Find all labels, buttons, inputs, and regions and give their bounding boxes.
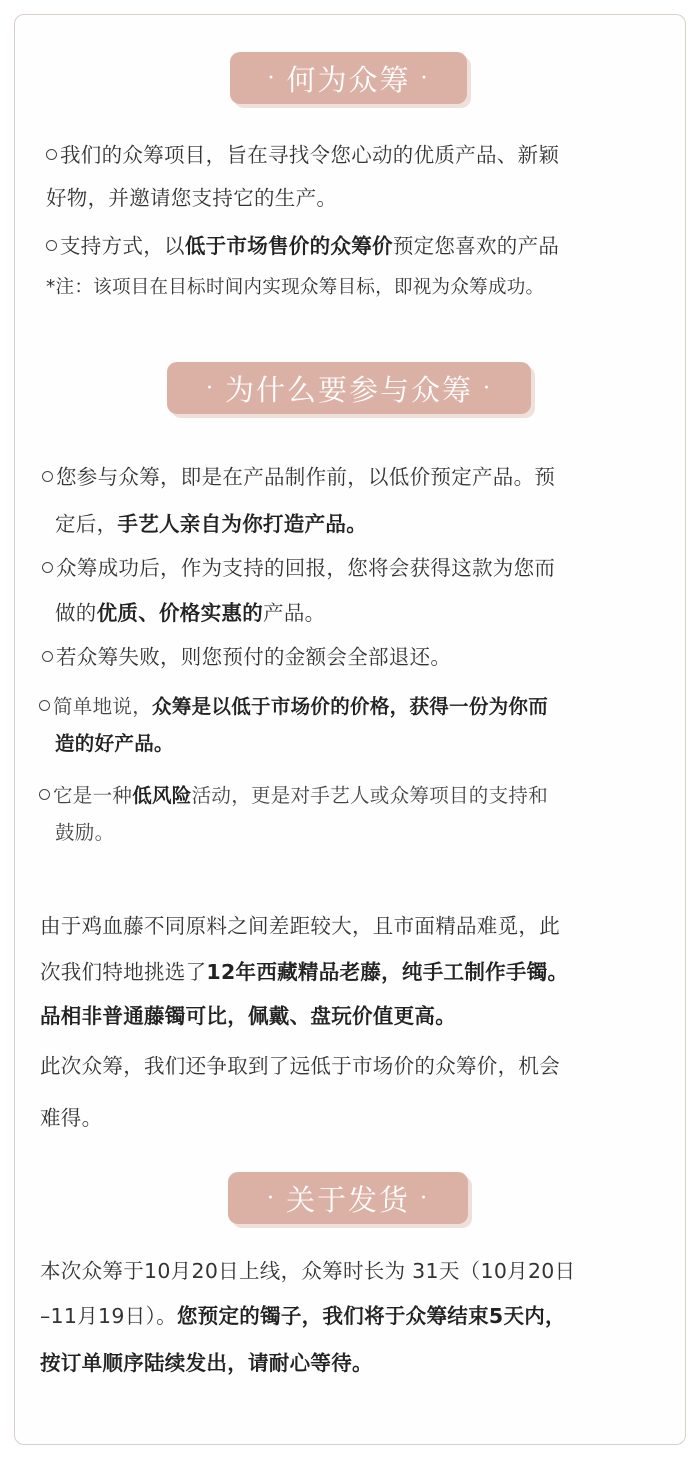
banner-dot: · <box>420 1185 429 1211</box>
list-item-why-5-cont: 鼓励。 <box>55 821 115 844</box>
material-line-4: 此次众筹，我们还争取到了远低于市场价的众筹价，机会 <box>40 1054 560 1078</box>
shipping-line-3: 按订单顺序陆续发出，请耐心等待。 <box>40 1351 373 1375</box>
banner-dot: · <box>483 375 492 401</box>
section-title-why: 为什么要参与众筹 <box>224 372 473 407</box>
shipping-line-1: 本次众筹于10月20日上线，众筹时长为 31天（10月20日 <box>40 1259 576 1283</box>
section-banner-what <box>230 52 467 104</box>
material-line-5: 难得。 <box>40 1106 103 1130</box>
section-title-shipping: 关于发货 <box>285 1182 410 1217</box>
list-item-why-4-cont: 造的好产品。 <box>55 732 174 755</box>
paragraph-what-1-cont: 好物，并邀请您支持它的生产。 <box>46 186 338 210</box>
list-item-why-1: 您参与众筹，即是在产品制作前，以低价预定产品。预 <box>42 460 555 490</box>
shipping-line-2: –11月19日）。您预定的镯子，我们将于众筹结束5天内， <box>40 1304 566 1328</box>
bullet-circle-icon <box>46 240 57 251</box>
paragraph-what-2: 支持方式，以低于市场售价的众筹价预定您喜欢的产品 <box>46 229 559 259</box>
section-title-what: 何为众筹 <box>286 62 411 97</box>
material-line-3: 品相非普通藤镯可比，佩戴、盘玩价值更高。 <box>40 1004 456 1028</box>
note-text: *注：该项目在目标时间内实现众筹目标，即视为众筹成功。 <box>46 277 545 298</box>
bullet-circle-icon <box>39 700 50 711</box>
material-line-1: 由于鸡血藤不同原料之间差距较大，且市面精品难觅，此 <box>40 914 560 938</box>
section-banner-why <box>167 362 531 414</box>
paragraph-what-1: 我们的众筹项目，旨在寻找令您心动的优质产品、新颖 <box>46 138 559 168</box>
bullet-circle-icon <box>42 651 53 662</box>
bullet-circle-icon <box>46 149 57 160</box>
banner-dot: · <box>267 65 277 91</box>
banner-dot: · <box>266 1185 276 1211</box>
banner-dot: · <box>420 65 430 91</box>
list-item-why-4: 简单地说，众筹是以低于市场价的价格，获得一份为你而 <box>39 691 548 719</box>
list-item-why-3: 若众筹失败，则您预付的金额会全部退还。 <box>42 640 451 670</box>
material-line-2: 次我们特地挑选了12年西藏精品老藤，纯手工制作手镯。 <box>40 960 569 984</box>
list-item-why-5: 它是一种低风险活动，更是对手艺人或众筹项目的支持和 <box>39 780 548 808</box>
bullet-circle-icon <box>42 471 53 482</box>
list-item-why-2-cont: 做的优质、价格实惠的产品。 <box>55 601 326 625</box>
banner-dot: · <box>205 375 215 401</box>
list-item-why-2: 众筹成功后，作为支持的回报，您将会获得这款为您而 <box>42 551 555 581</box>
list-item-why-1-cont: 定后，手艺人亲自为你打造产品。 <box>55 512 368 536</box>
section-banner-shipping <box>228 1172 468 1224</box>
bullet-circle-icon <box>39 789 50 800</box>
bullet-circle-icon <box>42 562 53 573</box>
